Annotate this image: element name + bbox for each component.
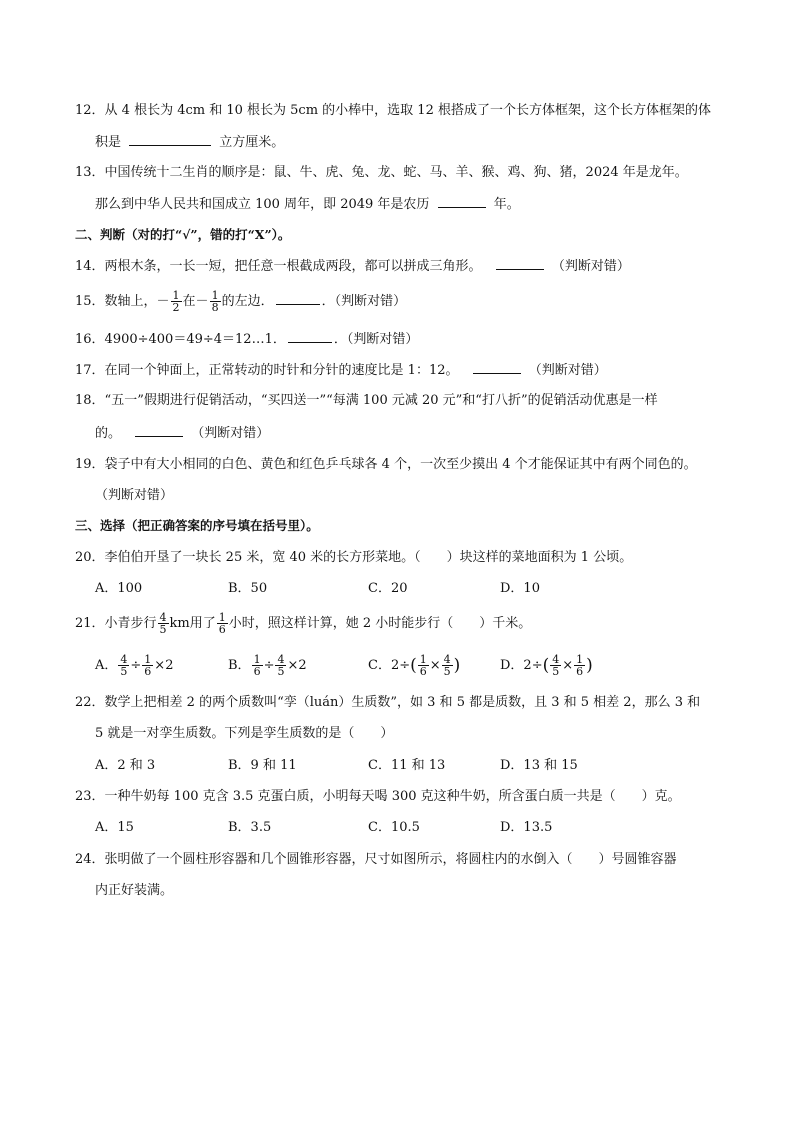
option-c[interactable] (368, 654, 460, 677)
option-d[interactable]: D．10 (500, 581, 540, 596)
q18-line2 (95, 424, 269, 443)
numerator: 1 (144, 653, 152, 666)
option-a[interactable]: A．2 和 3 (95, 758, 156, 773)
judge-tag: ．（判断对错） (333, 332, 419, 347)
denominator: 5 (443, 665, 451, 678)
fraction (171, 290, 182, 313)
fraction (142, 654, 153, 677)
option-label: C．2÷ (368, 658, 411, 673)
q17-text: 17．在同一个钟面上，正常转动的时针和分针的速度比是 1：12。 (75, 363, 459, 378)
q18-line2-pre: 的。 (95, 426, 122, 441)
q21-mid: km用了 (169, 616, 216, 631)
numerator: 4 (552, 653, 560, 666)
q22-line1: 22．数学上把相差 2 的两个质数叫“孪（luán）生质数”，如 3 和 5 都是质数，且 3 和 5 相差 2，那么 3 和 (75, 695, 701, 710)
q24-line1: 24．张明做了一个圆柱形容器和几个圆锥形容器，尺寸如图所示，将圆柱内的水倒入（ ）号圆锥容器 (75, 852, 677, 867)
answer-blank[interactable] (129, 133, 211, 146)
q17 (75, 361, 607, 380)
answer-blank[interactable] (496, 257, 544, 270)
answer-blank[interactable] (438, 195, 486, 208)
denominator: 6 (576, 665, 584, 678)
q13-line2 (95, 195, 520, 214)
option-b[interactable]: B．9 和 11 (228, 758, 297, 773)
fraction (275, 654, 286, 677)
option-c[interactable]: C．10.5 (368, 820, 420, 835)
paren: ( (542, 655, 550, 676)
option-label: D．2÷ (500, 658, 543, 673)
judge-tag: ．（判断对错） (321, 294, 407, 309)
fraction (118, 654, 129, 677)
section-heading: 三、选择（把正确答案的序号填在括号里）。 (75, 518, 319, 533)
q13-line2-post: 年。 (493, 197, 520, 212)
answer-blank[interactable] (473, 361, 521, 374)
option-label: A． (95, 658, 118, 673)
judge-tag: （判断对错） (528, 363, 607, 378)
fraction (574, 654, 585, 677)
q16 (75, 330, 418, 349)
fraction (550, 654, 561, 677)
q12-line2-pre: 积是 (95, 135, 122, 150)
option-a[interactable]: A．100 (95, 581, 143, 596)
section-heading: 二、判断（对的打“√”，错的打“X”）。 (75, 227, 291, 242)
option-d[interactable]: D．13 和 15 (500, 758, 578, 773)
option-a[interactable] (95, 654, 173, 677)
denominator: 6 (218, 623, 226, 636)
answer-blank[interactable] (276, 292, 320, 305)
q19-line1: 19．袋子中有大小相同的白色、黄色和红色乒乓球各 4 个，一次至少摸出 4 个才能保证其中有两个同色的。 (75, 457, 697, 472)
q19-line2: （判断对错） (95, 488, 174, 503)
q14 (75, 257, 630, 276)
option-a[interactable]: A．15 (95, 820, 134, 835)
option-b[interactable]: B．3.5 (228, 820, 272, 835)
operator: ×2 (154, 658, 174, 673)
numerator: 1 (211, 289, 219, 302)
fraction (210, 290, 221, 313)
option-c[interactable]: C．11 和 13 (368, 758, 446, 773)
q13-line2-pre: 那么到中华人民共和国成立 100 周年，即 2049 年是农历 (95, 197, 430, 212)
operator: × (429, 658, 441, 673)
paren: ) (586, 655, 593, 676)
fraction (158, 612, 169, 635)
paren: ( (410, 655, 417, 676)
operator: ÷ (130, 658, 142, 673)
q20-text: 20．李伯伯开垦了一块长 25 米，宽 40 米的长方形菜地。（ ）块这样的菜地面积为 1 公顷。 (75, 550, 633, 565)
option-b[interactable] (228, 654, 307, 677)
numerator: 1 (172, 289, 180, 302)
fraction (418, 654, 429, 677)
q16-text: 16．4900÷400＝49÷4＝12…1． (75, 332, 286, 347)
denominator: 6 (419, 665, 427, 678)
q21-stem (75, 612, 531, 635)
judge-tag: （判断对错） (551, 259, 630, 274)
q13-line1: 13．中国传统十二生肖的顺序是：鼠、牛、虎、兔、龙、蛇、马、羊、猴、鸡、狗、猪，2024 年是龙年。 (75, 165, 688, 180)
denominator: 5 (552, 665, 560, 678)
operator: ÷ (263, 658, 275, 673)
denominator: 2 (172, 301, 180, 314)
denominator: 6 (144, 665, 152, 678)
q21-pre: 21．小青步行 (75, 616, 157, 631)
numerator: 1 (253, 653, 261, 666)
operator: ×2 (287, 658, 307, 673)
denominator: 6 (253, 665, 261, 678)
q15-mid: 在－ (182, 294, 209, 309)
numerator: 4 (120, 653, 128, 666)
numerator: 1 (419, 653, 427, 666)
q12-line2-post: 立方厘米。 (219, 135, 285, 150)
fraction (442, 654, 453, 677)
numerator: 1 (218, 611, 226, 624)
q15-post: 的左边． (221, 294, 274, 309)
operator: × (562, 658, 574, 673)
q12-line2 (95, 133, 284, 152)
option-d[interactable]: D．13.5 (500, 820, 553, 835)
q15-pre: 15．数轴上，－ (75, 294, 170, 309)
q21-post: 小时，照这样计算，她 2 小时能步行（ ）千米。 (228, 616, 532, 631)
fraction (217, 612, 228, 635)
denominator: 5 (120, 665, 128, 678)
denominator: 5 (159, 623, 167, 636)
judge-tag: （判断对错） (191, 426, 270, 441)
q14-text: 14．两根木条，一长一短，把任意一根截成两段，都可以拼成三角形。 (75, 259, 482, 274)
numerator: 1 (576, 653, 584, 666)
numerator: 4 (443, 653, 451, 666)
answer-blank[interactable] (288, 330, 332, 343)
fraction (252, 654, 263, 677)
numerator: 4 (159, 611, 167, 624)
option-b[interactable]: B．50 (228, 581, 268, 596)
option-d[interactable] (500, 654, 593, 677)
q24-line2: 内正好装满。 (95, 883, 174, 898)
numerator: 4 (277, 653, 285, 666)
option-label: B． (228, 658, 251, 673)
denominator: 8 (211, 301, 219, 314)
denominator: 5 (277, 665, 285, 678)
q22-line2: 5 就是一对孪生质数。下列是孪生质数的是（ ） (95, 726, 394, 741)
paren: ) (453, 655, 461, 676)
q23-text: 23．一种牛奶每 100 克含 3.5 克蛋白质，小明每天喝 300 克这种牛奶，所含蛋白质一共是（ ）克。 (75, 789, 681, 804)
q18-line1: 18．“五一”假期进行促销活动，“买四送一”“每满 100 元减 20 元”和“打八折”的促销活动优惠是一样 (75, 393, 658, 408)
answer-blank[interactable] (135, 424, 183, 437)
q12-line1: 12．从 4 根长为 4cm 和 10 根长为 5cm 的小棒中，选取 12 根搭成了一个长方体框架，这个长方体框架的体 (75, 103, 711, 118)
q15 (75, 290, 406, 313)
option-c[interactable]: C．20 (368, 581, 408, 596)
